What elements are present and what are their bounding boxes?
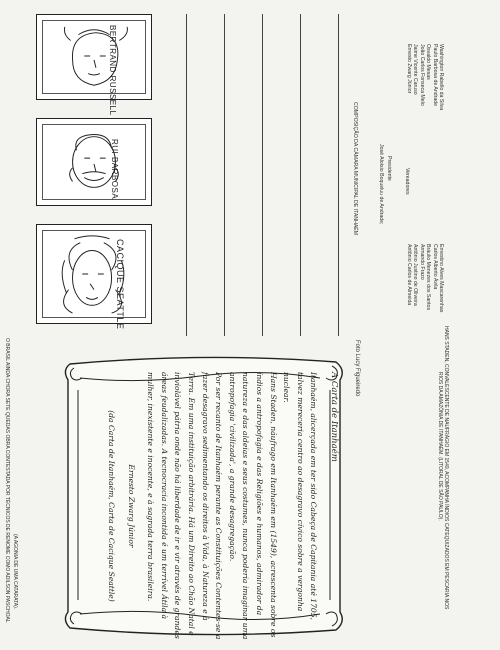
portrait-frame-russell [36, 14, 152, 116]
councillor-name: João Carlos Fonseca Melo [418, 44, 425, 106]
councillor-name: Washington Rabello da Silva [438, 44, 444, 111]
portrait-barbosa-drawing [43, 125, 145, 199]
councillor-name: Antônio Carlos de Almeida [405, 244, 412, 306]
portrait-seattle-drawing [43, 231, 145, 317]
letter-paragraph: Por ser recanto de Itanhaém perante as Constituições Contentes-se a fazer desagravo sedimentando os direitos à Vida, à Natureza e à Terra. Em uma instituição arbitrária. Há um Direito ao Chão Natal e inviolável pátria onde não há liberdade de ir e vir através de grandes áreas feudalizadas. A tecnocracia incontida é um terrível Átila à mulher, inexistente e inocente, e à sagrada terra brasileira. [146, 372, 224, 640]
councillor-name: Paulo Barbosa de Andrade [431, 44, 438, 107]
ruled-line-5 [338, 14, 339, 336]
portrait-caption-russell: BERTRAND RUSSELL [108, 25, 117, 116]
ruled-line-3 [262, 14, 263, 336]
portrait-frame-seattle [36, 224, 152, 330]
letter-paragraph: Itanhaém, alicerçada em ter sido Cabeça de Capitania até 1705, talvez mereceria centro ao desagravo cívico sobre a vergonha nuclear. [282, 372, 319, 620]
commission-heading: COMPOSIÇÃO DA CÂMARA MUNICIPAL DE ITANHAÉM [352, 102, 358, 236]
letter-text [108, 372, 340, 640]
councillor-name: Bráulio Menezes dos Santos [425, 244, 432, 311]
ruled-line-4 [300, 14, 301, 336]
letter-signature-line: (da Carta de Itanhaém, Carta de Cacique Seattle) [107, 410, 117, 602]
councillor-name: Ernestino Alves Mascarenhas [438, 244, 444, 313]
footer-line-1: O BRASIL AINDA CHORA SETE QUEDAS OBRA CONTESTADA POR TÉCNICOS DE RENOME COMO ADILSON PASCHOAL [4, 338, 10, 623]
portrait-caption-barbosa: RUI BARBOSA [110, 139, 119, 200]
photo-caption-line-2: RIOS DA AMAZÔNIA DE ITANHAÉM. (LITORAL DE SÃO PAULO). [437, 372, 443, 521]
letter-scroll [60, 350, 348, 638]
councillor-list-2 [406, 44, 444, 110]
commission-president-name: José Aloísio Boqueluu de Andrade; [378, 144, 384, 225]
councillor-name: Osvaldo Mesas [425, 44, 432, 80]
photo-caption-line-1: HANS STADEN, CONVALESCENTE DE NAUFRÁGIO EM 1549, ACOMPANHA ÍNDIOS CATEQUIZADOS EM PESCARIA NOS [443, 326, 449, 610]
councillors-heading: Vereadores [404, 168, 410, 195]
photo-credit: Foto Lucy Figueiredo [354, 340, 360, 397]
ruled-line-2 [224, 14, 225, 336]
portrait-russell-drawing [43, 21, 145, 93]
portrait-caption-seattle: CACIQUE SEATTLE [115, 239, 125, 330]
footer-line-2: (A AGONIA DE UMA CATARATA). [12, 534, 18, 610]
letter-paragraph: Hans Staden, náufrago em Itanhaém em (1549), acrescenta sobre os índios a antropofagia e das Religiões e humanos, admirador da natureza e das aldeias e seus costumes, nunca poderia imaginar uma antropofagia 'civilizada', a grande desagregação. [227, 372, 278, 640]
councillor-name: Carlos Alberto Ávila [431, 244, 438, 290]
councillor-name: Ernesto Zwarg Júnior [405, 44, 412, 94]
councillor-name: Antônio Justino de Oliveira [412, 244, 419, 306]
ruled-line-1 [186, 14, 187, 336]
councillor-name: Jaime Vicente Caruso [412, 44, 419, 95]
councillor-name: Armando Frazo [418, 244, 425, 280]
commission-president-role: Presidente [386, 156, 392, 181]
councillor-list-1 [406, 244, 444, 312]
letter-title: A Carta de Itanhaém [329, 372, 339, 462]
portrait-frame-barbosa [36, 118, 152, 206]
letter-author: Ernesto Zwarg Júnior [126, 464, 136, 548]
